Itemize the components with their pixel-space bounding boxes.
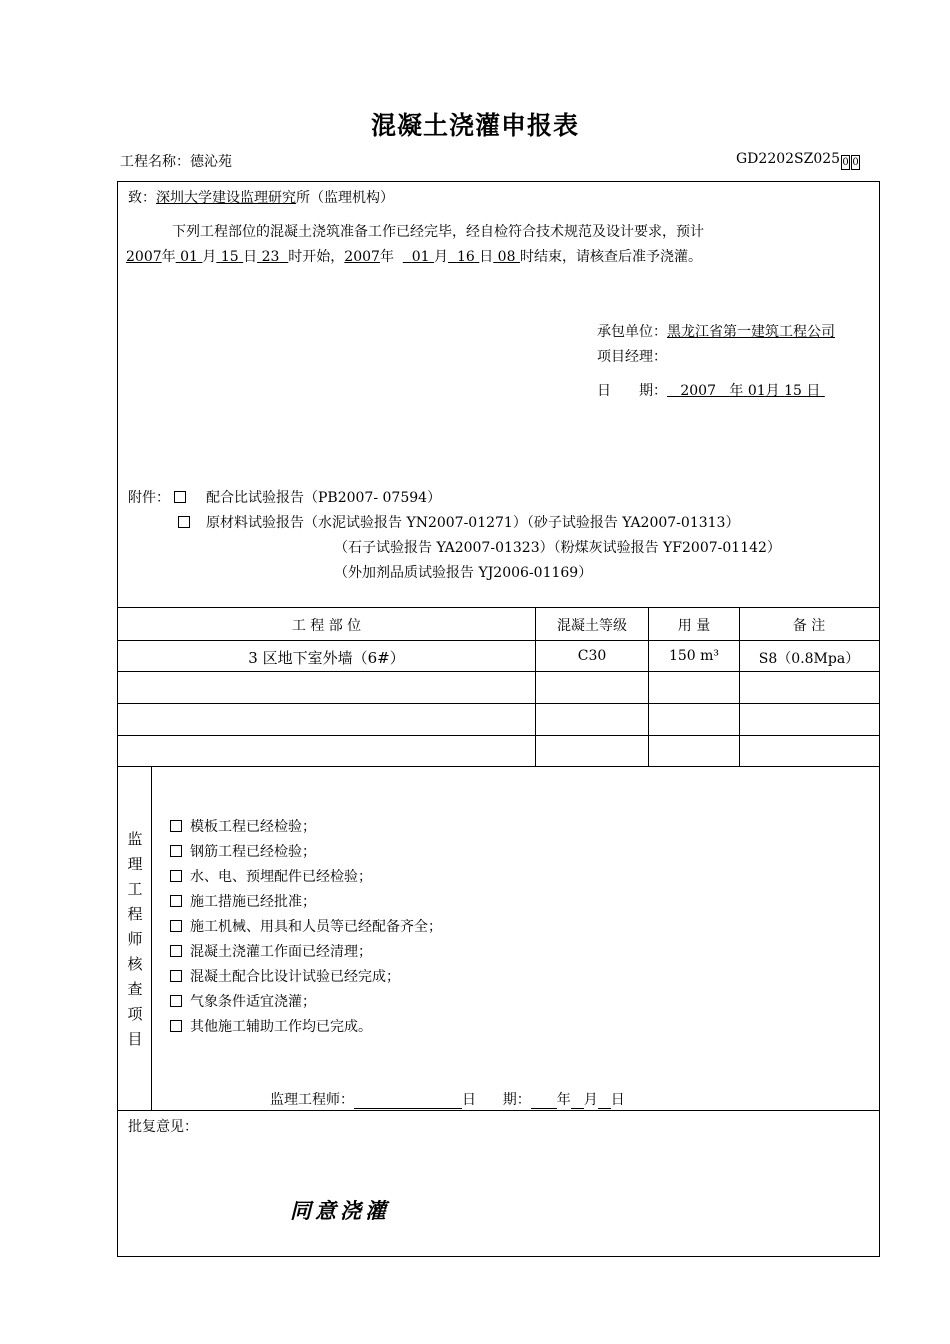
review-checkbox[interactable]	[170, 945, 182, 957]
table-bottom-border	[118, 766, 879, 767]
engineer-year-char: 年	[556, 1092, 571, 1108]
document-code	[736, 151, 860, 170]
engineer-day-char: 日	[610, 1092, 625, 1108]
contractor-unit: 黑龙江省第一建筑工程公司	[667, 324, 835, 340]
start-hour-field	[257, 249, 288, 265]
review-checkbox[interactable]	[170, 820, 182, 832]
project-name-line	[120, 151, 232, 171]
review-item-text: 混凝土浇灌工作面已经清理；	[190, 944, 372, 960]
code-prefix: GD2202SZ025	[736, 151, 841, 167]
review-item	[170, 940, 442, 965]
table-row-grade: C30	[577, 648, 607, 664]
start-year: 2007	[126, 249, 162, 265]
review-item-text: 施工机械、用具和人员等已经配备齐全；	[190, 919, 442, 935]
contractor-line	[597, 321, 835, 341]
day-char: 日	[243, 249, 258, 265]
engineer-date-day-field[interactable]	[598, 1094, 611, 1109]
attachment-checkbox-2[interactable]	[178, 516, 190, 528]
code-box-1: 0	[842, 157, 849, 168]
review-checkbox[interactable]	[170, 1020, 182, 1032]
start-day-field	[216, 249, 243, 265]
contractor-date-label: 日 期：	[597, 383, 667, 399]
review-checkbox[interactable]	[170, 970, 182, 982]
review-checkbox[interactable]	[170, 895, 182, 907]
review-checkbox[interactable]	[170, 870, 182, 882]
code-box-2: 0	[852, 157, 859, 168]
contractor-date-line	[597, 380, 825, 400]
review-label-char: 查	[127, 980, 143, 998]
addressee-line	[128, 187, 394, 207]
attachment-item-4: （外加剂品质试验报告 YJ2006-01169）	[334, 565, 593, 581]
review-checklist	[170, 815, 442, 1040]
table-header-location: 工 程 部 位	[291, 618, 362, 634]
end-text: 时结束，请核查后准予浇灌。	[519, 249, 702, 265]
review-item-text: 钢筋工程已经检验；	[190, 844, 316, 860]
review-label-char: 师	[127, 930, 143, 948]
review-item	[170, 990, 442, 1015]
end-hour: 08	[497, 249, 516, 265]
table-row-border	[118, 703, 879, 704]
page-title: 混凝土浇灌申报表	[370, 111, 579, 140]
table-header-quantity: 用 量	[677, 618, 711, 634]
table-header-border	[118, 640, 879, 641]
contractor-date-month: 01	[747, 383, 766, 399]
month-char: 月	[202, 249, 217, 265]
engineer-date-label: 期：	[502, 1092, 531, 1108]
to-label: 致：	[128, 190, 156, 206]
end-year: 2007	[344, 249, 380, 265]
engineer-date-year-field[interactable]	[531, 1094, 557, 1109]
review-item	[170, 840, 442, 865]
approval-handwriting: 同意浇灌	[290, 1198, 390, 1223]
table-header-remark: 备 注	[792, 618, 826, 634]
start-text: 时开始，	[288, 249, 345, 265]
start-hour: 23	[261, 249, 280, 265]
contractor-year-char: 年	[729, 383, 744, 399]
start-month: 01	[180, 249, 198, 265]
engineer-date-month-field[interactable]	[571, 1094, 584, 1109]
contractor-date-field	[667, 383, 825, 399]
attachment-line-2	[178, 512, 739, 532]
review-item	[170, 1015, 442, 1040]
project-manager-label: 项目经理：	[597, 349, 667, 365]
supervisor-org-tail: 所	[296, 190, 310, 206]
review-checkbox[interactable]	[170, 920, 182, 932]
project-name: 德沁苑	[190, 154, 232, 170]
start-day: 15	[220, 249, 239, 265]
engineer-month-char: 月	[583, 1092, 598, 1108]
contractor-date-year: 2007	[680, 383, 716, 399]
contractor-date-day: 15	[784, 383, 802, 399]
review-item	[170, 965, 442, 990]
review-label-char: 监	[127, 830, 143, 848]
review-label-char: 目	[127, 1030, 143, 1048]
supervisor-role: （监理机构）	[310, 190, 394, 206]
review-item	[170, 815, 442, 840]
review-label-char: 项	[127, 1005, 143, 1023]
table-row-location: 3 区地下室外墙（6#）	[248, 649, 405, 667]
review-item-text: 气象条件适宜浇灌；	[190, 994, 316, 1010]
table-row-border	[118, 671, 879, 672]
attachment-line-1	[128, 487, 441, 507]
attachment-checkbox-1[interactable]	[174, 491, 186, 503]
table-row-border	[118, 735, 879, 736]
start-month-field	[176, 249, 203, 265]
review-vertical-label	[125, 827, 145, 1052]
body-line-2	[126, 246, 702, 266]
review-item	[170, 915, 442, 940]
review-checkbox[interactable]	[170, 845, 182, 857]
approval-border	[118, 1110, 879, 1111]
year-char-2: 年	[379, 249, 394, 265]
attachment-item-3: （石子试验报告 YA2007-01323）（粉煤灰试验报告 YF2007-01142）	[334, 540, 781, 556]
engineer-label: 监理工程师：	[270, 1092, 354, 1108]
table-top-border	[118, 607, 879, 608]
end-day: 16	[456, 249, 475, 265]
review-item	[170, 865, 442, 890]
engineer-signature-field[interactable]	[354, 1094, 462, 1109]
attachment-item-2: 原材料试验报告（水泥试验报告 YN2007-01271）（砂子试验报告 YA2007-01313）	[206, 515, 740, 531]
review-label-char: 工	[127, 880, 143, 898]
review-item-text: 混凝土配合比设计试验已经完成；	[190, 969, 400, 985]
day-char-2: 日	[479, 249, 494, 265]
body-line-1: 下列工程部位的混凝土浇筑准备工作已经完毕，经自检符合技术规范及设计要求，预计	[172, 224, 704, 240]
end-hour-field	[493, 249, 520, 265]
engineer-signature-line	[270, 1089, 625, 1109]
review-label-divider	[151, 766, 152, 1110]
end-day-field	[448, 249, 479, 265]
end-month-field	[403, 249, 434, 265]
attachment-item-1: 配合比试验报告（PB2007- 07594）	[206, 490, 442, 506]
review-checkbox[interactable]	[170, 995, 182, 1007]
table-row-remark: S8（0.8Mpa）	[758, 651, 860, 667]
contractor-label: 承包单位：	[597, 324, 667, 340]
year-char: 年	[161, 249, 176, 265]
project-label: 工程名称：	[120, 154, 190, 170]
review-item-text: 水、电、预埋配件已经检验；	[190, 869, 372, 885]
contractor-day-char: 日	[806, 383, 821, 399]
table-row-quantity: 150 m³	[668, 648, 720, 664]
review-label-char: 理	[127, 855, 143, 873]
review-item-text: 模板工程已经检验；	[190, 819, 316, 835]
contractor-month-char: 月	[765, 383, 780, 399]
review-item-text: 施工措施已经批准；	[190, 894, 316, 910]
review-item-text: 其他施工辅助工作均已完成。	[190, 1019, 372, 1035]
supervisor-org: 深圳大学建设监理研究	[156, 190, 296, 206]
review-label-char: 程	[127, 905, 143, 923]
review-label-char: 核	[127, 955, 143, 973]
approval-label: 批复意见：	[128, 1119, 198, 1135]
review-item	[170, 890, 442, 915]
attachments-label: 附件：	[128, 490, 170, 506]
end-month: 01	[411, 249, 430, 265]
month-char-2: 月	[434, 249, 449, 265]
table-header-grade: 混凝土等级	[557, 618, 627, 634]
engineer-date-char: 日	[462, 1092, 476, 1108]
